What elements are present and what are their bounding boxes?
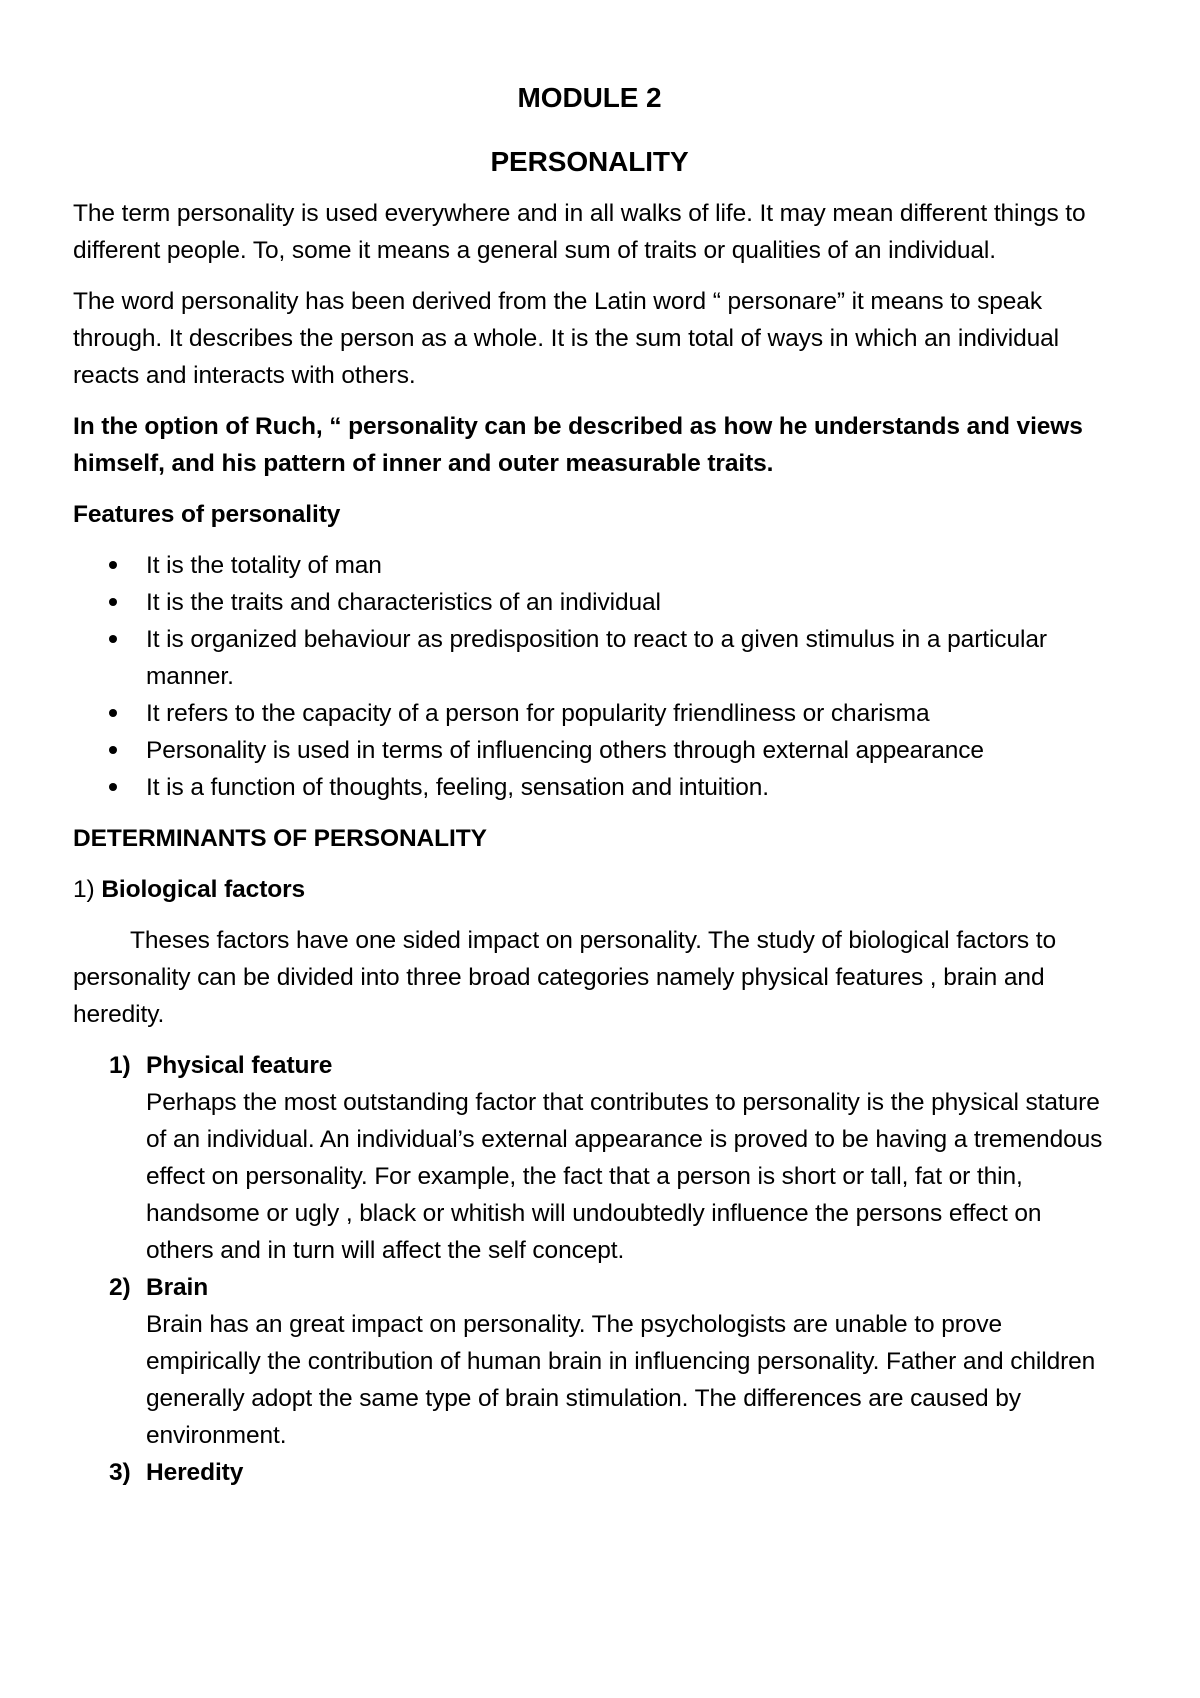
intro-paragraph-1: The term personality is used everywhere and in all walks of life. It may mean different things to different people. To, some it means a general sum of traits or qualities of an individual.	[73, 200, 1086, 264]
factor-number: 2)	[109, 1274, 131, 1301]
features-list	[73, 547, 1106, 806]
feature-item: Personality is used in terms of influencing others through external appearance	[146, 732, 1106, 769]
feature-item: It is the traits and characteristics of an individual	[146, 584, 1106, 621]
factor-number: 3)	[109, 1459, 131, 1486]
feature-item: It is the totality of man	[146, 547, 1106, 584]
topic-title: PERSONALITY	[490, 146, 689, 177]
factor-heading: Heredity	[146, 1459, 244, 1486]
ruch-definition: In the option of Ruch, “ personality can be described as how he understands and views himself, and his pattern of inner and outer measurable traits.	[73, 413, 1083, 477]
factor-number: 1)	[109, 1052, 131, 1079]
factor-item-physical-feature	[109, 1047, 1106, 1269]
biological-factors-intro: Theses factors have one sided impact on personality. The study of biological factors to personality can be divided into three broad categories namely physical features , brain and heredity.	[73, 927, 1056, 1028]
feature-item: It refers to the capacity of a person for popularity friendliness or charisma	[146, 695, 1106, 732]
feature-item: It is organized behaviour as predisposition to react to a given stimulus in a particular manner.	[146, 621, 1106, 695]
factor-text: Perhaps the most outstanding factor that contributes to personality is the physical stature of an individual. An individual’s external appearance is proved to be having a tremendous effect on personality. For example, the fact that a person is short or tall, fat or thin, handsome or ugly , black or whitish will undoubtedly influence the persons effect on others and in turn will affect the self concept.	[146, 1089, 1103, 1264]
factor-text: Brain has an great impact on personality. The psychologists are unable to prove empirically the contribution of human brain in influencing personality. Father and children generally adopt the same type of brain stimulation. The differences are caused by environment.	[146, 1311, 1096, 1449]
determinants-heading: DETERMINANTS OF PERSONALITY	[73, 825, 487, 852]
factor-item-brain	[109, 1269, 1106, 1454]
biological-factors-heading	[73, 871, 1106, 908]
factor-heading: Physical feature	[146, 1052, 333, 1079]
biological-factors-label: Biological factors	[101, 876, 306, 903]
features-heading: Features of personality	[73, 501, 341, 528]
intro-paragraph-2: The word personality has been derived from the Latin word “ personare” it means to speak through. It describes the person as a whole. It is the sum total of ways in which an individual reacts and interacts with others.	[73, 288, 1060, 389]
feature-item: It is a function of thoughts, feeling, sensation and intuition.	[146, 769, 1106, 806]
factors-list	[73, 1047, 1106, 1491]
factor-heading: Brain	[146, 1274, 209, 1301]
factor-item-heredity	[109, 1454, 1106, 1491]
module-title: MODULE 2	[517, 82, 662, 113]
biological-factors-number: 1)	[73, 876, 95, 903]
